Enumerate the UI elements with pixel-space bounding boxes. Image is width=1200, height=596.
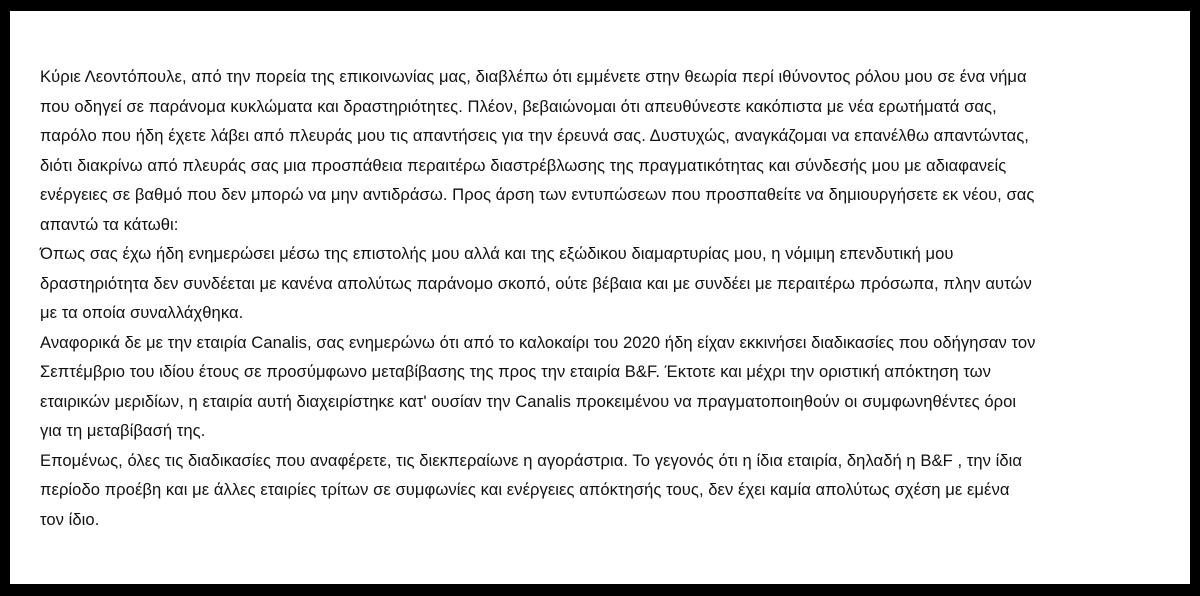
text-line: Αναφορικά δε με την εταιρία Canalis, σας ενημερώνω ότι από το καλοκαίρι του 2020 ήδη είχαν εκκινήσει διαδικασίες που οδήγησαν τον [40,332,1036,352]
text-line: που οδηγεί σε παράνομα κυκλώματα και δραστηριότητες. Πλέον, βεβαιώνομαι ότι απευθύνεστε κακόπιστα με νέα ερωτήματά σας, [40,96,997,116]
letter-body [40,62,1174,534]
text-line: Όπως σας έχω ήδη ενημερώσει μέσω της επιστολής μου αλλά και της εξώδικου διαμαρτυρίας μου, η νόμιμη επενδυτική μου [40,244,954,263]
text-line: διότι διακρίνω από πλευράς σας μια προσπάθεια περαιτέρω διαστρέβλωσης της πραγματικότητας και σύνδεσής μου με αδιαφανείς [40,155,1007,175]
text-line: για τη μεταβίβασή της. [40,421,206,440]
text-line: ενέργειες σε βαθμό που δεν μπορώ να μην αντιδράσω. Προς άρση των εντυπώσεων που προσπαθείτε να δημιουργήσετε εκ νέου, σας [40,185,1035,204]
text-line: παρόλο που ήδη έχετε λάβει από πλευράς μου τις απαντήσεις για την έρευνά σας. Δυστυχώς, αναγκάζομαι να επανέλθω απαντώντας, [40,126,1029,145]
text-line: Επομένως, όλες τις διαδικασίες που αναφέρετε, τις διεκπεραίωνε η αγοράστρια. Το γεγονός ότι η ίδια εταιρία, δηλαδή η B&F , την ίδια [40,450,1023,470]
text-line: εταιρικών μεριδίων, η εταιρία αυτή διαχειρίστηκε κατ' ουσίαν την Canalis προκειμένου να πραγματοποιηθούν οι συμφωνηθέντες όροι [40,391,1017,411]
text-line: Κύριε Λεοντόπουλε, από την πορεία της επικοινωνίας μας, διαβλέπω ότι εμμένετε στην θεωρία περί ιθύνοντος ρόλου μου σε ένα νήμα [40,67,1027,86]
text-line: Σεπτέμβριο του ιδίου έτους σε προσύμφωνο μεταβίβασης της προς την εταιρία B&F. Έκτοτε και μέχρι την οριστική απόκτηση των [40,362,991,381]
text-line: περίοδο προέβη και με άλλες εταιρίες τρίτων σε συμφωνίες και ενέργειες απόκτησής τους, δεν έχει καμία απολύτως σχέση με εμένα [40,480,1010,499]
text-line: δραστηριότητα δεν συνδέεται με κανένα απολύτως παράνομο σκοπό, ούτε βέβαια και με συνδέει με περαιτέρω πρόσωπα, πλην αυτών [40,273,1032,293]
text-line: τον ίδιο. [40,509,100,529]
text-line: με τα οποία συναλλάχθηκα. [40,303,244,322]
document-page [10,11,1190,584]
text-line: απαντώ τα κάτωθι: [40,214,179,234]
